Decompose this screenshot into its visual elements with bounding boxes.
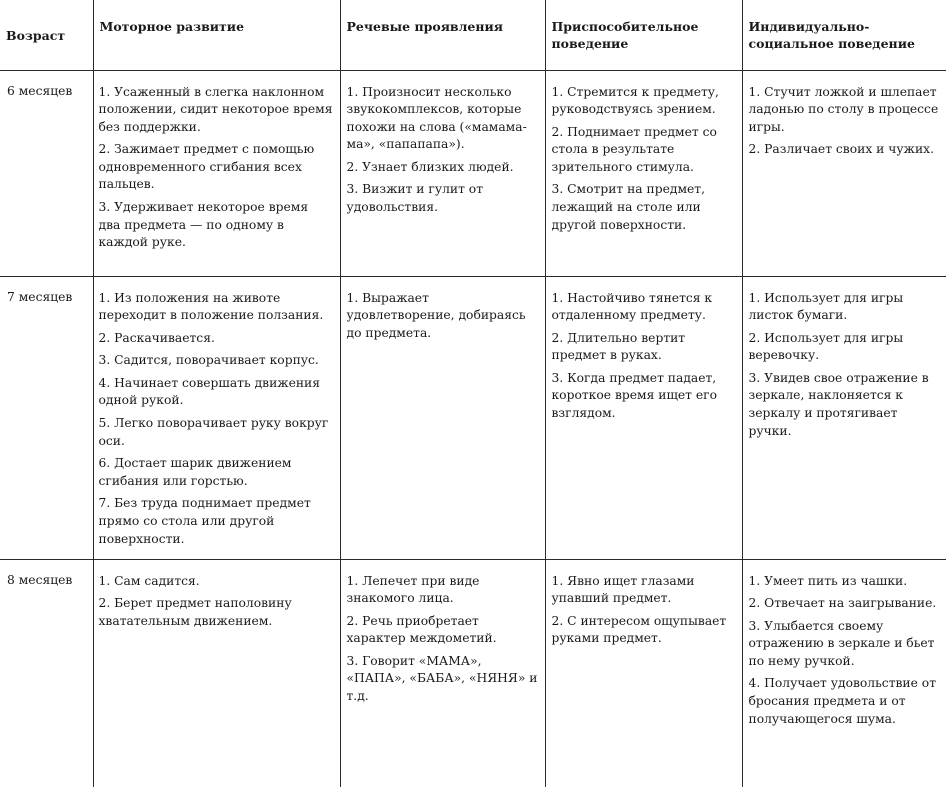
motor-item: 6. Достает шарик движением сгибания или горстью.: [98, 456, 292, 488]
adaptive-cell: [545, 70, 742, 276]
age-cell: 8 месяцев: [0, 559, 93, 787]
social-cell: [742, 276, 946, 559]
social-item: 1. Стучит ложкой и шлепает ладонью по столу в процессе игры.: [748, 84, 939, 134]
social-item: 1. Использует для игры листок бумаги.: [748, 290, 904, 323]
adaptive-item: 1. Стремится к предмету, руководствуясь зрением.: [551, 84, 719, 117]
motor-cell: [93, 559, 340, 787]
motor-item: 3. Удерживает некоторое время два предмета — по одному в каждой руке.: [98, 200, 309, 250]
adaptive-item: 3. Смотрит на предмет, лежащий на столе или другой поверхности.: [551, 182, 706, 232]
header-social: Индивидуально-социальное поведение: [742, 0, 946, 70]
adaptive-item: 1. Настойчиво тянется к отдаленному предмету.: [551, 290, 713, 323]
motor-item: 2. Берет предмет наполовину хватательным движением.: [98, 596, 292, 628]
table-row: [0, 559, 946, 787]
speech-cell: [340, 559, 545, 787]
speech-cell: [340, 70, 545, 276]
adaptive-item: 3. Когда предмет падает, короткое время ищет его взглядом.: [551, 370, 717, 421]
motor-item: 1. Усаженный в слегка наклонном положении, сидит некоторое время без поддержки.: [98, 84, 333, 134]
adaptive-cell: [545, 559, 742, 787]
motor-cell: [93, 276, 340, 559]
adaptive-item: 1. Явно ищет глазами упавший предмет.: [551, 573, 695, 606]
social-item: 2. Различает своих и чужих.: [748, 142, 934, 157]
speech-item: 1. Произносит несколько звукокомплексов, которые похожи на слова («мамама-ма», «папапапа»).: [346, 84, 527, 152]
social-item: 3. Улыбается своему отражению в зеркале и бьет по нему ручкой.: [748, 618, 935, 668]
table-row: [0, 70, 946, 276]
social-item: 3. Увидев свое отражение в зеркале, наклоняется к зеркалу и протягивает ручки.: [748, 370, 929, 438]
speech-cell: [340, 276, 545, 559]
speech-item: 2. Узнает близких людей.: [346, 159, 514, 174]
speech-item: 3. Визжит и гулит от удовольствия.: [346, 182, 484, 215]
table-body: [0, 70, 946, 787]
social-cell: [742, 70, 946, 276]
social-item: 1. Умеет пить из чашки.: [748, 573, 908, 588]
speech-item: 3. Говорит «МАМА», «ПАПА», «БАБА», «НЯНЯ» и т.д.: [346, 653, 538, 704]
motor-item: 2. Раскачивается.: [98, 330, 215, 345]
header-age: Возраст: [0, 0, 93, 70]
header-speech: Речевые проявления: [340, 0, 545, 70]
adaptive-item: 2. Поднимает предмет со стола в результате зрительного стимула.: [551, 124, 717, 174]
speech-item: 2. Речь приобретает характер междометий.: [346, 613, 497, 646]
header-motor: Моторное развитие: [93, 0, 340, 70]
speech-item: 1. Лепечет при виде знакомого лица.: [346, 573, 480, 606]
motor-item: 7. Без труда поднимает предмет прямо со стола или другой поверхности.: [98, 496, 311, 546]
table-row: [0, 276, 946, 559]
motor-item: 2. Зажимает предмет с помощью одновременного сгибания всех пальцев.: [98, 142, 315, 192]
adaptive-item: 2. С интересом ощупывает руками предмет.: [551, 613, 727, 646]
social-cell: [742, 559, 946, 787]
table-header-row: [0, 0, 946, 70]
speech-item: 1. Выражает удовлетворение, добираясь до предмета.: [346, 290, 526, 340]
age-cell: 6 месяцев: [0, 70, 93, 276]
motor-cell: [93, 70, 340, 276]
motor-item: 5. Легко поворачивает руку вокруг оси.: [98, 416, 329, 448]
motor-item: 3. Садится, поворачивает корпус.: [98, 353, 319, 368]
header-adaptive: Приспособительное поведение: [545, 0, 742, 70]
adaptive-cell: [545, 276, 742, 559]
motor-item: 4. Начинает совершать движения одной рукой.: [98, 375, 321, 408]
adaptive-item: 2. Длительно вертит предмет в руках.: [551, 330, 686, 363]
age-cell: 7 месяцев: [0, 276, 93, 559]
motor-item: 1. Из положения на животе переходит в положение ползания.: [98, 290, 324, 323]
social-item: 2. Отвечает на заигрывание.: [748, 596, 937, 611]
motor-item: 1. Сам садится.: [98, 573, 200, 588]
social-item: 4. Получает удовольствие от бросания предмета и от получающегося шума.: [748, 676, 937, 726]
social-item: 2. Использует для игры веревочку.: [748, 330, 904, 363]
